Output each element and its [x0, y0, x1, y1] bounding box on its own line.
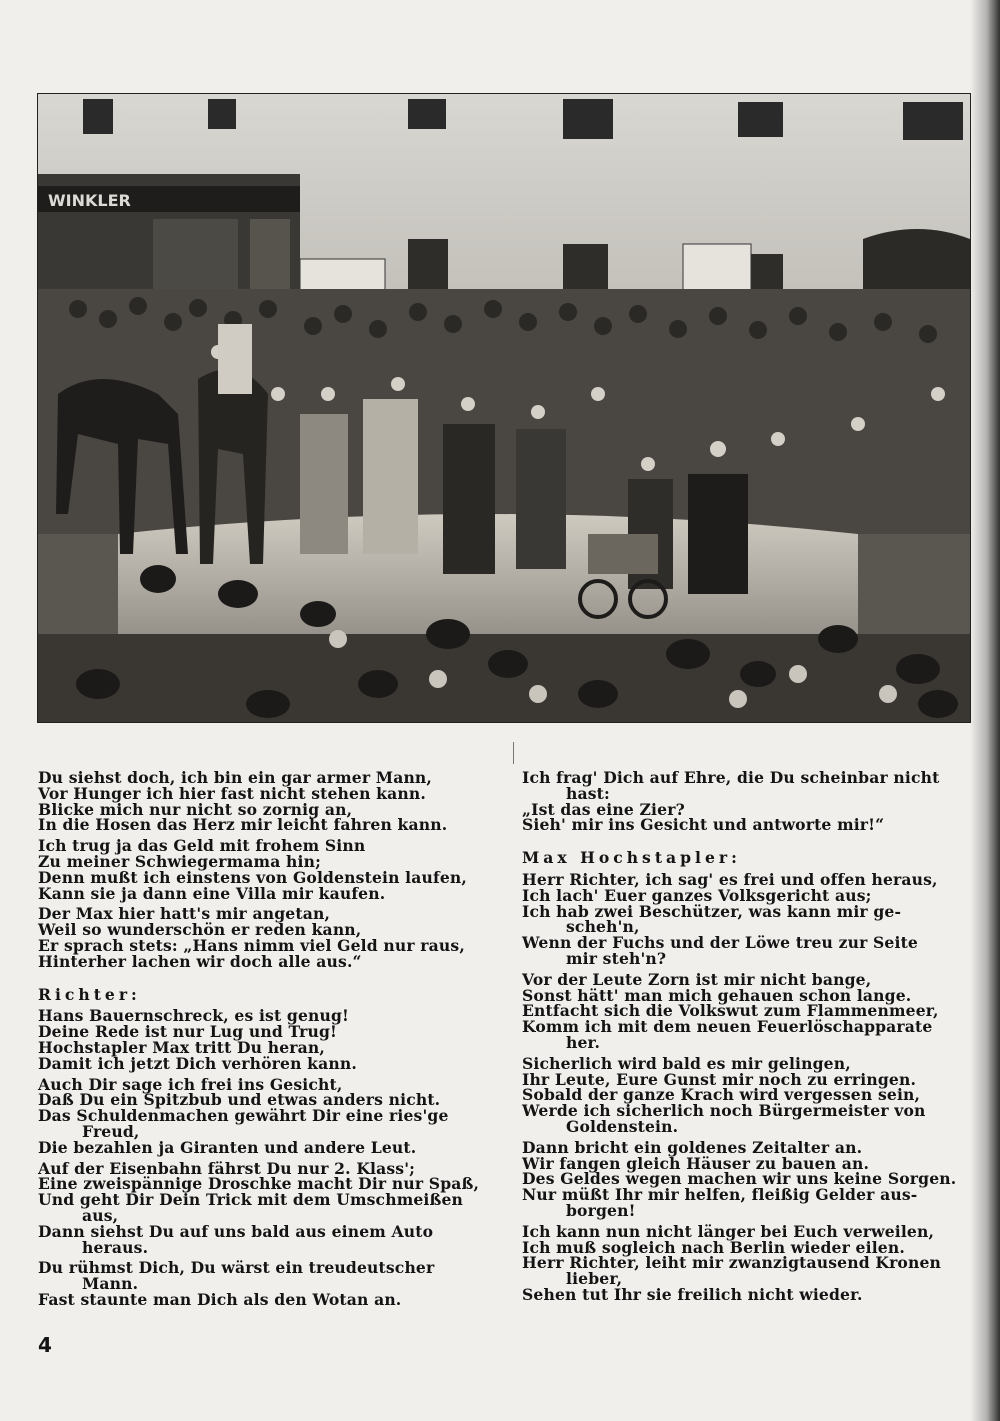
verse-line: Auf der Eisenbahn fährst Du nur 2. Klass'; — [38, 1158, 416, 1178]
verse-line: Damit ich jetzt Dich verhören kann. — [38, 1053, 357, 1073]
verse-line: Du rühmst Dich, Du wärst ein treudeutscher — [38, 1258, 435, 1278]
verse-line: Des Geldes wegen machen wir uns keine Sorgen. — [522, 1169, 957, 1189]
verse-line: Ich lach' Euer ganzes Volksgericht aus; — [522, 885, 872, 905]
verse-line: „Ist das eine Zier? — [522, 799, 685, 819]
verse-line: Vor Hunger ich hier fast nicht stehen kann. — [38, 783, 426, 803]
verse-line: Entfacht sich die Volkswut zum Flammenmeer, — [522, 1001, 939, 1021]
verse-line: Ich hab zwei Beschützer, was kann mir ge- — [522, 901, 902, 921]
verse-line: Herr Richter, ich sag' es frei und offen heraus, — [522, 869, 938, 889]
verse-line: Wir fangen gleich Häuser zu bauen an. — [522, 1153, 870, 1173]
verse-line: In die Hosen das Herz mir leicht fahren kann. — [38, 815, 448, 835]
verse-line: Eine zweispännige Droschke macht Dir nur Spaß, — [38, 1174, 480, 1194]
verse-line: Hinterher lachen wir doch alle aus.“ — [38, 951, 362, 971]
verse-line: scheh'n, — [566, 917, 640, 937]
verse-line: Denn mußt ich einstens von Goldenstein laufen, — [38, 867, 467, 887]
stanza — [522, 969, 977, 1052]
left-column — [38, 770, 498, 1313]
verse-line: Hans Bauernschreck, es ist genug! — [38, 1006, 350, 1026]
verse-line: Sieh' mir ins Gesicht und antworte mir!“ — [522, 815, 885, 835]
verse-line: Sehen tut Ihr sie freilich nicht wieder. — [522, 1284, 863, 1304]
verse-line: Dann siehst Du auf uns bald aus einem Auto — [38, 1221, 434, 1241]
verse-line: Werde ich sicherlich noch Bürgermeister von — [522, 1101, 926, 1121]
page-edge-shadow — [970, 0, 1000, 1421]
speaker-heading: Max Hochstapler: — [522, 848, 741, 868]
verse-line: Das Schuldenmachen gewährt Dir eine ries'ge — [38, 1106, 449, 1126]
stanza — [522, 1053, 977, 1136]
right-column — [522, 770, 977, 1308]
verse-line: Und geht Dir Dein Trick mit dem Umschmeißen — [38, 1190, 464, 1210]
crowd-photograph — [38, 94, 970, 722]
gutter-mark — [513, 742, 514, 764]
verse-line: Ich frag' Dich auf Ehre, die Du scheinbar nicht — [522, 768, 940, 787]
verse-line: aus, — [82, 1205, 119, 1225]
stanza — [38, 1260, 498, 1307]
verse-line: Goldenstein. — [566, 1116, 679, 1136]
verse-line: Sonst hätt' man mich gehauen schon lange. — [522, 985, 912, 1005]
stanza — [38, 1008, 498, 1071]
verse-line: Du siehst doch, ich bin ein gar armer Mann, — [38, 768, 433, 787]
verse-line: Freud, — [82, 1121, 140, 1141]
verse-line: lieber, — [566, 1269, 623, 1289]
verse-line: Sicherlich wird bald es mir gelingen, — [522, 1053, 851, 1073]
stanza — [522, 1137, 977, 1220]
verse-line: borgen! — [566, 1200, 636, 1220]
verse-line: Herr Richter, leiht mir zwanzigtausend Kronen — [522, 1253, 942, 1273]
verse-line: Die bezahlen ja Giranten und andere Leut. — [38, 1137, 417, 1157]
verse-line: Zu meiner Schwiegermama hin; — [38, 851, 321, 871]
stanza — [38, 770, 498, 833]
verse-line: Ich muß sogleich nach Berlin wieder eilen. — [522, 1237, 905, 1257]
verse-line: hast: — [566, 783, 610, 803]
verse-line: her. — [566, 1032, 601, 1052]
verse-line: Deine Rede ist nur Lug und Trug! — [38, 1022, 338, 1042]
verse-line: Weil so wunderschön er reden kann, — [38, 920, 362, 940]
stanza — [522, 770, 977, 833]
verse-line: Dann bricht ein goldenes Zeitalter an. — [522, 1137, 863, 1157]
photo-drawing — [38, 94, 970, 722]
stanza — [38, 1074, 498, 1157]
verse-line: Der Max hier hatt's mir angetan, — [38, 904, 331, 924]
verse-line: Nur müßt Ihr mir helfen, fleißig Gelder aus- — [522, 1185, 918, 1205]
verse-line: Komm ich mit dem neuen Feuerlöschapparate — [522, 1017, 933, 1037]
verse-line: heraus. — [82, 1237, 149, 1257]
stanza — [38, 1158, 498, 1257]
verse-line: mir steh'n? — [566, 948, 667, 968]
storefront-sign: WINKLER — [48, 191, 131, 210]
verse-line: Kann sie ja dann eine Villa mir kaufen. — [38, 883, 386, 903]
verse-line: Blicke mich nur nicht so zornig an, — [38, 799, 353, 819]
verse-line: Sobald der ganze Krach wird vergessen sein, — [522, 1085, 921, 1105]
verse-line: Er sprach stets: „Hans nimm viel Geld nur raus, — [38, 935, 465, 955]
verse-line: Auch Dir sage ich frei ins Gesicht, — [38, 1074, 343, 1094]
verse-line: Wenn der Fuchs und der Löwe treu zur Seite — [522, 933, 918, 953]
speaker-heading: Richter: — [38, 984, 141, 1004]
verse-line: Daß Du ein Spitzbub und etwas anders nicht. — [38, 1090, 441, 1110]
verse-line: Ich trug ja das Geld mit frohem Sinn — [38, 836, 366, 856]
verse-line: Vor der Leute Zorn ist mir nicht bange, — [522, 969, 872, 989]
stanza — [522, 869, 977, 968]
page-number: 4 — [38, 1333, 52, 1357]
stanza — [522, 1221, 977, 1304]
stanza — [38, 906, 498, 969]
verse-line: Mann. — [82, 1274, 139, 1294]
stanza — [38, 838, 498, 901]
verse-line: Ich kann nun nicht länger bei Euch verweilen, — [522, 1221, 935, 1241]
verse-line: Fast staunte man Dich als den Wotan an. — [38, 1289, 402, 1309]
verse-line: Ihr Leute, Eure Gunst mir noch zu erringen. — [522, 1069, 917, 1089]
verse-line: Hochstapler Max tritt Du heran, — [38, 1037, 325, 1057]
